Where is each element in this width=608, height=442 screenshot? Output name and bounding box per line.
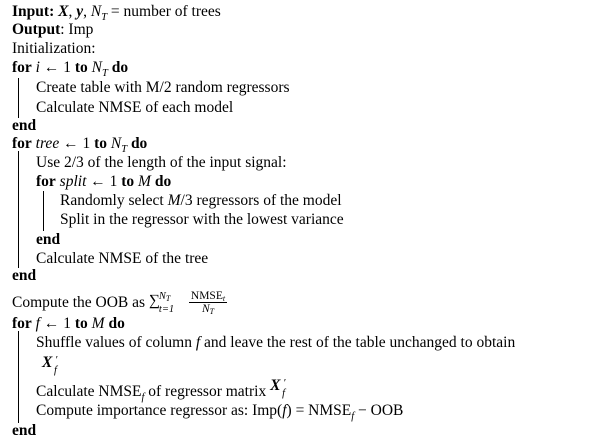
nt-sub: T [121, 144, 128, 155]
loop4-end [12, 421, 36, 441]
loop3-var: split [59, 173, 87, 190]
init-line [12, 39, 96, 59]
loop3-line2 [60, 210, 344, 230]
input-desc: = number of trees [107, 3, 221, 20]
kw-for: for [12, 135, 32, 152]
init-text: Initialization: [12, 40, 96, 57]
arrow: ← [43, 59, 60, 76]
input-nt: N [90, 3, 102, 20]
kw-for: for [36, 173, 56, 190]
input-nt-sub: T [101, 12, 108, 23]
input-line: Input: X, y, $N_T$ = number of trees [12, 3, 221, 23]
loop3-line1-b: /3 regressors of the model [180, 192, 342, 209]
kw-do: do [130, 135, 148, 152]
output-label: Output [12, 21, 61, 38]
kw-to: to [74, 59, 88, 76]
kw-do: do [108, 315, 125, 332]
loop4-line4 [36, 401, 403, 421]
loop2-line2 [36, 249, 208, 269]
loop3-line1-a: Randomly select [60, 192, 168, 209]
loop4-line1 [36, 333, 515, 353]
loop2-header [12, 134, 147, 154]
xprime-p: ′ [55, 354, 58, 366]
xprime-x: X [270, 377, 281, 394]
oob-fraction [189, 290, 227, 315]
nt: N [110, 135, 122, 152]
m: M [91, 315, 105, 332]
kw-end: end [12, 117, 37, 134]
kw-do: do [111, 59, 129, 76]
input-y: y [76, 3, 84, 20]
arrow: ← [90, 173, 106, 190]
loop1-line1 [36, 78, 290, 98]
kw-end: end [12, 267, 37, 284]
input-label: Input [12, 3, 50, 20]
oob-den-sub: T [209, 307, 215, 316]
loop4-header [12, 314, 125, 334]
loop1-line2 [36, 98, 233, 118]
loop4-line4-b: ) = NMSE [286, 402, 352, 419]
loop1-line1-text: Create table with M/2 random regressors [36, 79, 290, 96]
loop3-line1-m: M [167, 192, 181, 209]
loop4-line4-a: Compute importance regressor as: Imp( [36, 402, 283, 419]
arrow: ← [63, 135, 79, 152]
loop1-header [12, 58, 128, 78]
loop2-end [12, 266, 36, 286]
loop4-line3-b: of regressor matrix [144, 383, 271, 400]
x-prime-f-inline [270, 376, 296, 399]
loop4-line4-c: − OOB [354, 402, 404, 419]
oob-sum-top: N [158, 291, 166, 302]
loop4-line3-a: Calculate NMSE [36, 383, 142, 400]
loop4-line1-b: and leave the rest of the table unchanged to obtain [200, 334, 516, 351]
loop4-line1-a: Shuffle values of column [36, 334, 196, 351]
xprime-f: f [282, 388, 285, 399]
xprime-f: f [54, 365, 57, 376]
one: 1 [63, 59, 71, 76]
loop1-var: i [35, 59, 40, 76]
one: 1 [109, 173, 118, 190]
loop2-line1 [36, 153, 287, 173]
loop4-bar [18, 331, 19, 423]
kw-to: to [121, 173, 135, 190]
kw-end: end [12, 422, 37, 439]
loop4-line1-f: f [195, 334, 201, 351]
loop1-end [12, 116, 36, 136]
loop4-line3-sub: f [141, 392, 145, 403]
loop3-header [36, 172, 171, 192]
oob-num: NMSE [190, 290, 223, 302]
x-prime-f [42, 353, 68, 376]
xprime-p: ′ [283, 377, 286, 389]
loop2-bar [18, 151, 19, 268]
output-line [12, 20, 93, 40]
oob-num-sub: t [222, 294, 226, 303]
oob-sum-top-sub: T [165, 294, 171, 303]
loop2-line2-text: Calculate NMSE of the tree [36, 250, 209, 267]
kw-do: do [154, 173, 172, 190]
loop4-line4-sub: f [351, 411, 355, 422]
loop4-var: f [35, 315, 40, 332]
loop3-line1 [60, 191, 342, 211]
oob-den: N [201, 303, 210, 315]
loop1-line2-text: Calculate NMSE of each model [36, 99, 234, 116]
kw-for: for [12, 59, 32, 76]
loop4-line2 [42, 353, 68, 376]
oob-sum: ∑ $N_T$ t=1 [149, 291, 187, 311]
nt: N [91, 59, 102, 76]
oob-line [12, 291, 229, 315]
loop3-end [36, 230, 60, 250]
kw-end: end [36, 231, 61, 248]
loop2-var: tree [35, 135, 60, 152]
output-value: : Imp [60, 21, 94, 38]
m: M [138, 173, 151, 190]
loop4-line4-f: f [282, 402, 287, 419]
input-x: X [58, 3, 69, 20]
one: 1 [63, 315, 71, 332]
kw-to: to [94, 135, 107, 152]
xprime-x: X [42, 354, 53, 371]
loop4-line3 [36, 376, 296, 403]
loop3-bar [43, 191, 44, 231]
one: 1 [82, 135, 91, 152]
oob-sum-bot: t=1 [158, 304, 175, 315]
loop3-line2-text: Split in the regressor with the lowest variance [60, 211, 344, 228]
nt-sub: T [102, 68, 108, 79]
oob-text: Compute the OOB as [12, 294, 149, 312]
kw-for: for [12, 315, 32, 332]
loop2-line1-text: Use 2/3 of the length of the input signal: [36, 154, 287, 171]
loop1-bar [18, 78, 19, 118]
kw-to: to [74, 315, 88, 332]
arrow: ← [43, 315, 60, 332]
